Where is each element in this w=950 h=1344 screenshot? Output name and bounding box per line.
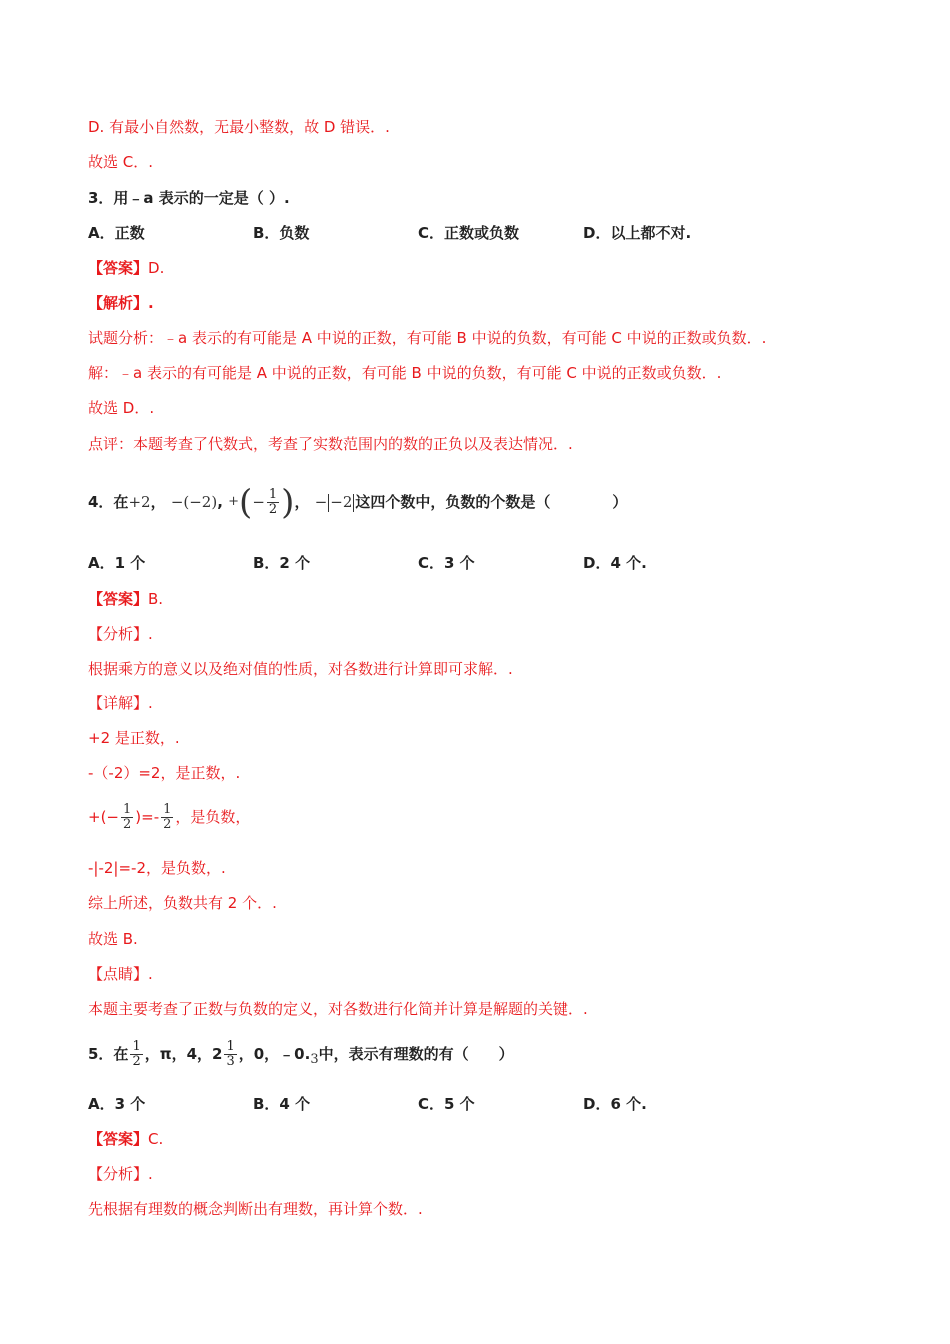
text-line: 故选 D．.: [88, 399, 155, 417]
text-line: 点评：本题考查了代数式，考查了实数范围内的数的正负以及表达情况．.: [88, 435, 573, 453]
option-a: A．1 个: [88, 554, 146, 572]
fraction-denominator: 2: [268, 502, 278, 517]
option-b: B．负数: [253, 224, 310, 242]
answer-value: C.: [148, 1130, 164, 1148]
fraction-numerator: 1: [132, 1039, 141, 1054]
fraction-numerator: 1: [123, 802, 132, 817]
option-d: D．6 个.: [583, 1095, 647, 1113]
text-line: 故选 B.: [88, 930, 138, 948]
fraction-one-third: [224, 1040, 236, 1069]
text-line-fraction: [88, 798, 250, 836]
expr-part: ，是负数，: [175, 808, 251, 826]
repeating-digit: 3: [310, 1052, 319, 1067]
minus-sign: −: [252, 493, 265, 511]
expr-part: +(−: [88, 808, 119, 826]
detail-tag: 【详解】.: [88, 694, 153, 712]
question-text: ，π，4，2: [144, 1045, 223, 1063]
fraction-denominator: 2: [163, 817, 172, 832]
expr-plus-2: +2: [128, 493, 151, 511]
fraction-denominator: 2: [123, 817, 132, 832]
question-5-title: [88, 1034, 514, 1074]
option-b: B．2 个: [253, 554, 311, 572]
fraction-one-half: [267, 488, 279, 517]
fraction-numerator: 1: [268, 487, 278, 502]
answer-line: [88, 1129, 163, 1149]
question-4-options: [88, 553, 888, 573]
fraction-one-half: [121, 803, 133, 832]
expr-part: )=-: [135, 808, 160, 826]
question-4-title: [88, 480, 627, 524]
comment-tag: 【点睛】.: [88, 965, 153, 983]
option-b: B．4 个: [253, 1095, 311, 1113]
fraction-one-half: [161, 803, 173, 832]
text-line: -（-2）=2，是正数，.: [88, 764, 241, 782]
question-text: ，0，﹣0.: [238, 1045, 311, 1063]
option-a: A．3 个: [88, 1095, 146, 1113]
question-3-options: [88, 223, 888, 243]
text-line: 故选 C．.: [88, 153, 154, 171]
question-3-title: 3．用﹣a 表示的一定是（ ）.: [88, 189, 290, 207]
minus-sign: −: [314, 493, 328, 511]
close-paren: ）: [612, 493, 628, 511]
fraction-numerator: 1: [163, 802, 172, 817]
text-line: 先根据有理数的概念判断出有理数，再计算个数．.: [88, 1200, 423, 1218]
option-c: C．正数或负数: [418, 224, 520, 242]
question-text: 中，表示有理数的有（ ）: [318, 1045, 514, 1063]
answer-value: B.: [148, 590, 164, 608]
separator: ，: [150, 493, 166, 511]
analysis-tag: 【解析】.: [88, 294, 154, 312]
answer-tag: 【答案】: [88, 1130, 149, 1148]
analysis-tag: 【分析】.: [88, 625, 153, 643]
option-d: D．以上都不对.: [583, 224, 692, 242]
answer-line: [88, 589, 163, 609]
answer-line: [88, 258, 164, 278]
question-text: 这四个数中，负数的个数是（: [355, 493, 551, 511]
text-line: 本题主要考查了正数与负数的定义，对各数进行化简并计算是解题的关键．.: [88, 1000, 588, 1018]
fraction-numerator: 1: [226, 1039, 235, 1054]
option-c: C．3 个: [418, 554, 475, 572]
expr-plus-sign: +: [228, 494, 240, 509]
abs-value: −2: [330, 493, 353, 511]
text-line: 根据乘方的意义以及绝对值的性质，对各数进行计算即可求解．.: [88, 660, 513, 678]
fraction-denominator: 2: [132, 1054, 141, 1069]
option-d: D．4 个.: [583, 554, 647, 572]
answer-tag: 【答案】: [88, 590, 149, 608]
text-line: -|-2|=-2，是负数，.: [88, 859, 226, 877]
text-line: 试题分析：﹣a 表示的有可能是 A 中说的正数，有可能 B 中说的负数，有可能 C 中说的正数或负数．.: [88, 329, 767, 347]
fraction-one-half: [130, 1040, 142, 1069]
text-line: +2 是正数，.: [88, 729, 180, 747]
option-a: A．正数: [88, 224, 145, 242]
option-c: C．5 个: [418, 1095, 475, 1113]
text-line: 综上所述，负数共有 2 个．.: [88, 894, 277, 912]
answer-tag: 【答案】: [88, 259, 149, 277]
separator: ，: [294, 493, 310, 511]
question-number: 4．在: [88, 493, 129, 511]
question-5-options: [88, 1094, 888, 1114]
right-paren: ): [281, 482, 295, 523]
separator: ,: [217, 493, 223, 511]
fraction-denominator: 3: [226, 1054, 235, 1069]
analysis-tag: 【分析】.: [88, 1165, 153, 1183]
text-line: 解：﹣a 表示的有可能是 A 中说的正数，有可能 B 中说的负数，有可能 C 中说的正数或负数．.: [88, 364, 722, 382]
question-number: 5．在: [88, 1045, 129, 1063]
text-line: D. 有最小自然数，无最小整数，故 D 错误．.: [88, 118, 390, 136]
expr-neg-neg-2: −(−2): [170, 493, 218, 511]
left-paren: (: [239, 482, 253, 523]
answer-value: D.: [148, 259, 165, 277]
